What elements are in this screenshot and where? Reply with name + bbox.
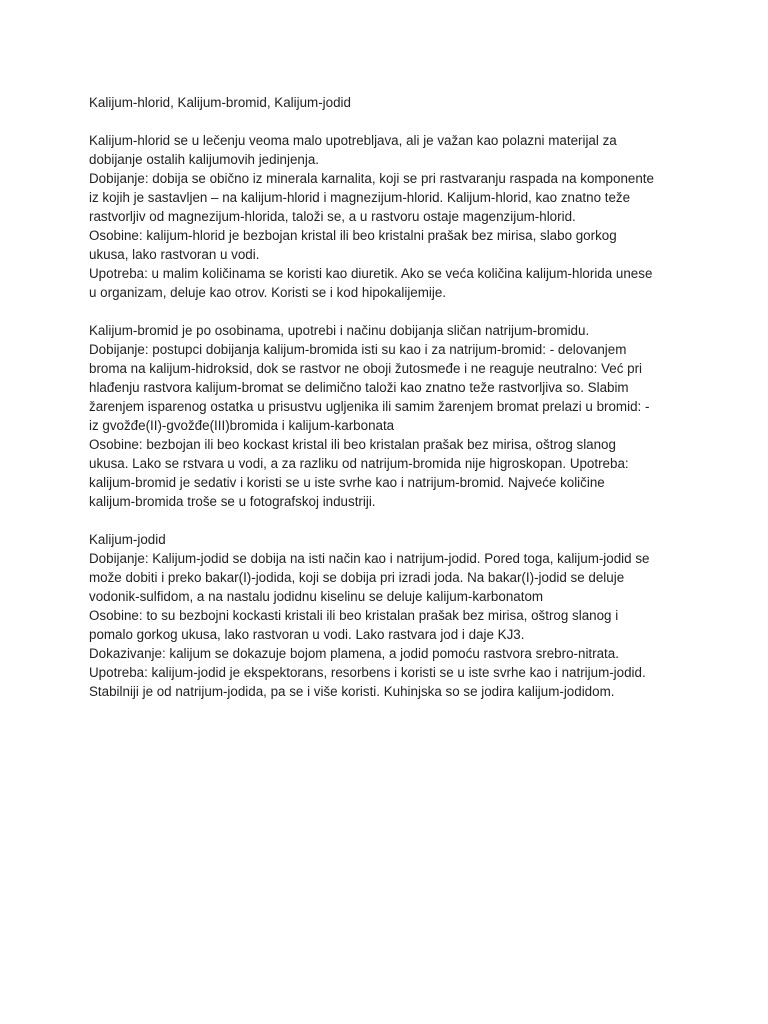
kcl-dobijanje-paragraph: Dobijanje: dobija se obično iz minerala karnalita, koji se pri rastvaranju raspada na komponente iz kojih je sastavljen – na kalijum-hlorid i magnezijum-hlorid. Kalijum-hlorid, kao znatno teže rastvorljiv od magnezijum-hlorida, taloži se, a u rastvoru ostaje magenzijum-hlorid. (89, 171, 654, 224)
ki-heading: Kalijum-jodid (89, 532, 166, 547)
paragraph-spacer (89, 302, 689, 321)
kbr-osobine-paragraph: Osobine: bezbojan ili beo kockast kristal ili beo kristalan prašak bez mirisa, oštrog slanog ukusa. Lako se rstvara u vodi, a za razliku od natrijum-bromida nije higroskopan. Upotreba: kalijum-bromid je sedativ i koristi se u iste svrhe kao i natrijum-bromid. Najveće količine kalijum-bromida troše se u fotografskoj industriji. (89, 437, 629, 509)
kcl-upotreba-paragraph: Upotreba: u malim količinama se koristi kao diuretik. Ako se veća količina kalijum-hlorida unese u organizam, deluje kao otrov. Koristi se i kod hipokalijemije. (89, 266, 653, 300)
paragraph-spacer (89, 511, 689, 530)
kcl-osobine-paragraph: Osobine: kalijum-hlorid je bezbojan kristal ili beo kristalni prašak bez mirisa, slabo gorkog ukusa, lako rastvoran u vodi. (89, 228, 617, 262)
kbr-dobijanje-paragraph: Dobijanje: postupci dobijanja kalijum-bromida isti su kao i za natrijum-bromid: - delovanjem broma na kalijum-hidroksid, dok se rastvor ne oboji žutosmeđe i ne reaguje neutralno: Već pri hlađenju rastvora kalijum-bromat se delimično taloži kao znatno teže rastvorljiva so. Slabim žarenjem isparenog ostatka u prisustvu ugljenika ili samim žarenjem bromat prelazi u bromid: - iz gvožđe(II)-gvožđe(III)bromida i kalijum-karbonata (89, 342, 650, 433)
paragraph-spacer (89, 112, 689, 131)
document-title: Kalijum-hlorid, Kalijum-bromid, Kalijum-jodid (89, 95, 351, 110)
kbr-intro-paragraph: Kalijum-bromid je po osobinama, upotrebi i načinu dobijanja sličan natrijum-bromidu. (89, 323, 590, 338)
ki-dobijanje-paragraph: Dobijanje: Kalijum-jodid se dobija na isti način kao i natrijum-jodid. Pored toga, kalijum-jodid se može dobiti i preko bakar(I)-jodida, koji se dobija pri izradi joda. Na bakar(I)-jodid se deluje vodonik-sulfidom, a na nastalu jodidnu kiselinu se deluje kalijum-karbonatom (89, 551, 650, 604)
ki-upotreba-paragraph: Upotreba: kalijum-jodid je ekspektorans, resorbens i koristi se u iste svrhe kao i natrijum-jodid. Stabilniji je od natrijum-jodida, pa se i više koristi. Kuhinjska so se jodira kalijum-jodidom. (89, 665, 646, 699)
ki-osobine-paragraph: Osobine: to su bezbojni kockasti kristali ili beo kristalan prašak bez mirisa, oštrog slanog i pomalo gorkog ukusa, lako rastvoran u vodi. Lako rastvara jod i daje KJ3. (89, 608, 619, 642)
ki-dokazivanje-paragraph: Dokazivanje: kalijum se dokazuje bojom plamena, a jodid pomoću rastvora srebro-nitrata. (89, 646, 619, 661)
kcl-intro-paragraph: Kalijum-hlorid se u lečenju veoma malo upotrebljava, ali je važan kao polazni materijal za dobijanje ostalih kalijumovih jedinjenja. (89, 133, 617, 167)
document-body (89, 93, 689, 701)
